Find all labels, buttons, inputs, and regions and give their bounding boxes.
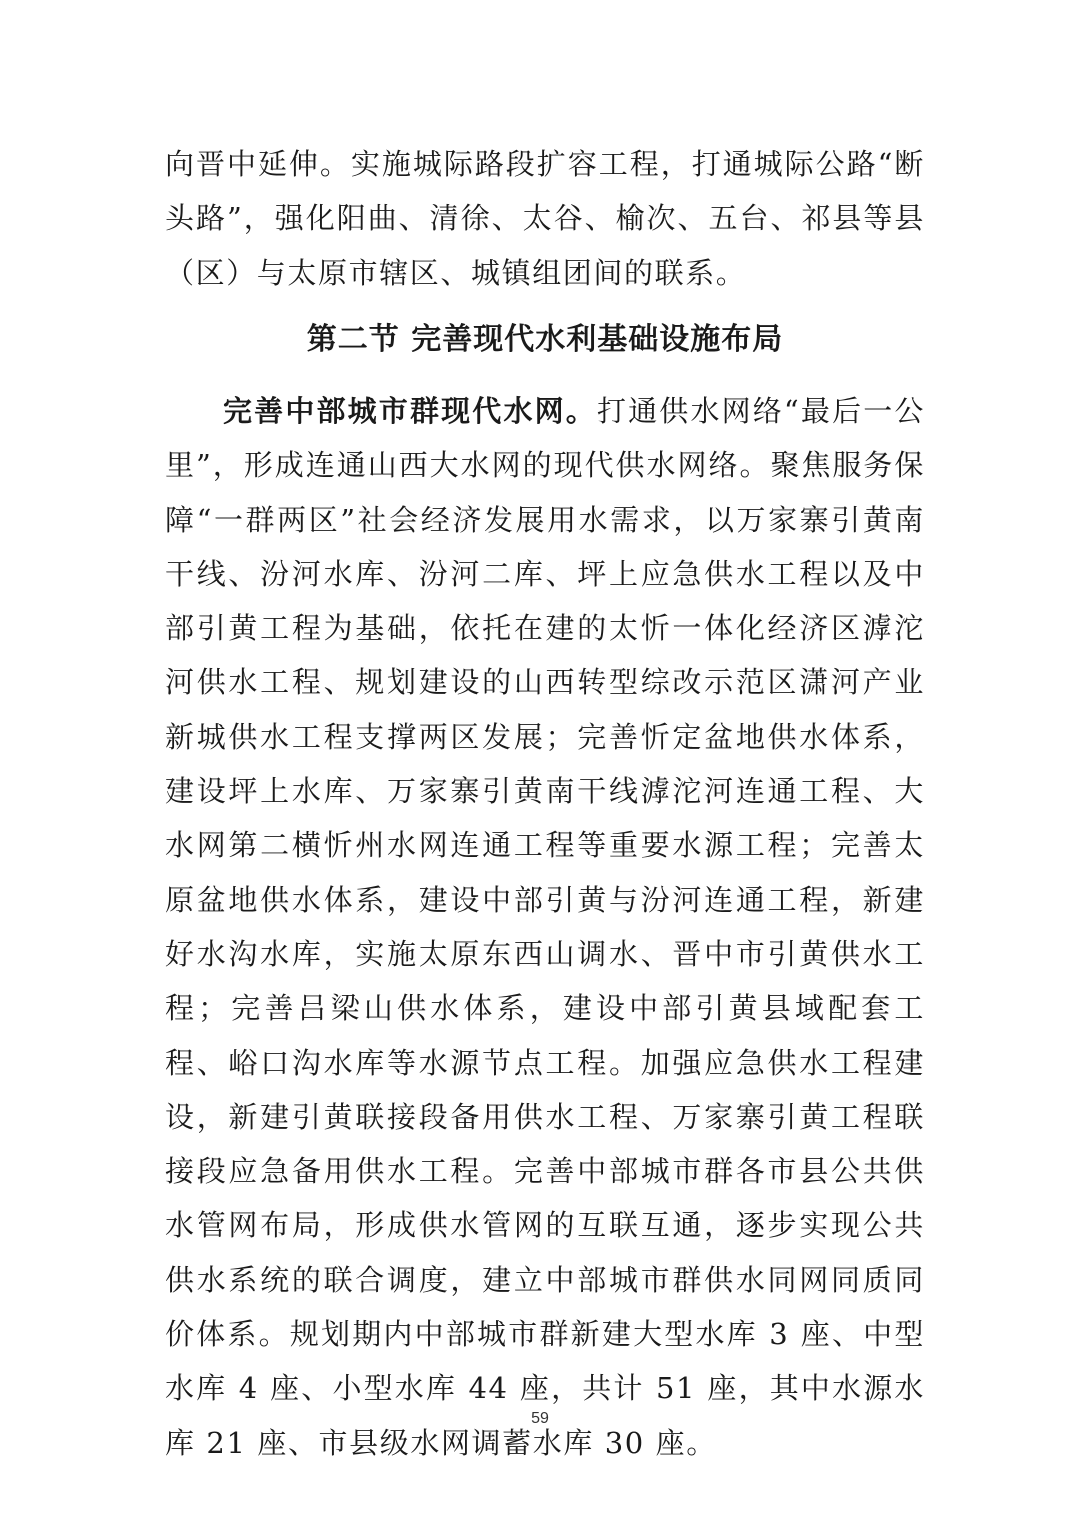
carry-over-paragraph-block bbox=[165, 137, 925, 300]
section-heading: 第二节 完善现代水利基础设施布局 bbox=[306, 322, 784, 357]
page-number: 59 bbox=[531, 1410, 549, 1427]
main-paragraph bbox=[165, 384, 925, 1470]
carry-over-paragraph: 向晋中延伸。实施城际路段扩容工程，打通城际公路“断头路”，强化阳曲、清徐、太谷、榆次、五台、祁县等县（区）与太原市辖区、城镇组团间的联系。 bbox=[165, 147, 925, 290]
paragraph-body: 打通供水网络“最后一公里”，形成连通山西大水网的现代供水网络。聚焦服务保障“一群两区”社会经济发展用水需求，以万家寨引黄南干线、汾河水库、汾河二库、坪上应急供水工程以及中部引黄工程为基础，依托在建的太忻一体化经济区滹沱河供水工程、规划建设的山西转型综改示范区潇河产业新城供水工程支撑两区发展；完善忻定盆地供水体系，建设坪上水库、万家寨引黄南干线滹沱河连通工程、大水网第二横忻州水网连通工程等重要水源工程；完善太原盆地供水体系，建设中部引黄与汾河连通工程，新建好水沟水库，实施太原东西山调水、晋中市引黄供水工程；完善吕梁山供水体系，建设中部引黄县域配套工程、峪口沟水库等水源节点工程。加强应急供水工程建设，新建引黄联接段备用供水工程、万家寨引黄工程联接段应急备用供水工程。完善中部城市群各市县公共供水管网布局，形成供水管网的互联互通，逐步实现公共供水系统的联合调度，建立中部城市群供水同网同质同价体系。规划期内中部城市群新建大型水库 3 座、中型水库 4 座、小型水库 44 座，共计 51 座，其中水源水库 21 座、市县级水网调蓄水库 30 座。 bbox=[165, 394, 925, 1460]
paragraph-lead-title: 完善中部城市群现代水网。 bbox=[223, 394, 597, 428]
main-paragraph-block bbox=[165, 384, 925, 1470]
